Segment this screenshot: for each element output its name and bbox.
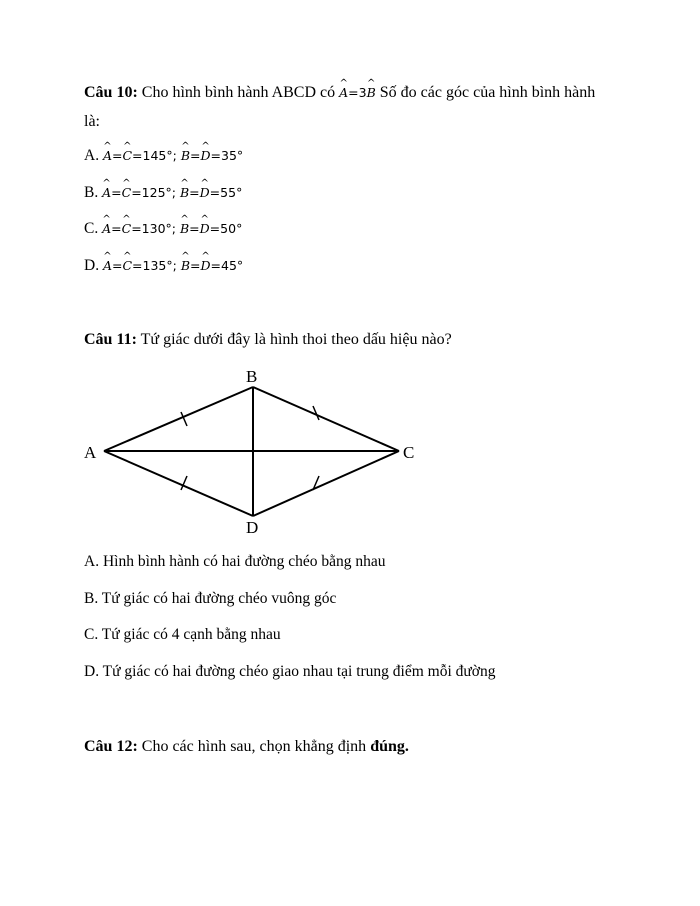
question-11-label: Câu 11: xyxy=(84,331,137,348)
angle-a-symbol: ^ A xyxy=(102,221,111,236)
question-12-label: Câu 12: xyxy=(84,738,138,755)
question-10-label: Câu 10: xyxy=(84,84,138,101)
side-cd xyxy=(253,451,399,516)
side-bc xyxy=(253,387,399,451)
option-letter: D. xyxy=(84,257,100,274)
question-11-option-d: D. Tứ giác có hai đường chéo giao nhau tại trung điểm mỗi đường xyxy=(84,663,496,680)
question-11-option-a: A. Hình bình hành có hai đường chéo bằng nhau xyxy=(84,553,386,570)
question-12-text: Cho các hình sau, chọn khẳng định xyxy=(137,738,371,755)
question-10-option: D. ^ A=^ C=135°; ^ B=^ D=45° xyxy=(84,257,243,275)
option-value-ac: 135 xyxy=(142,258,167,273)
question-11-option-b: B. Tứ giác có hai đường chéo vuông góc xyxy=(84,590,337,607)
option-value-ac: 125 xyxy=(141,185,166,200)
option-value-bd: 55 xyxy=(220,185,237,200)
angle-b-symbol: ^ B xyxy=(181,258,190,273)
question-10-text-before: Cho hình bình hành ABCD có xyxy=(137,84,340,101)
question-10-text-after: Số đo các góc của hình bình hành xyxy=(375,84,596,101)
angle-c-symbol: ^ C xyxy=(122,221,132,236)
option-letter: B. xyxy=(84,184,99,201)
question-10-continuation: là: xyxy=(84,113,100,130)
option-letter: C. xyxy=(84,220,99,237)
angle-d-symbol: ^ D xyxy=(200,221,210,236)
angle-c-symbol: ^ C xyxy=(122,148,132,163)
angle-b-symbol: ^ B xyxy=(180,221,189,236)
option-letter: A. xyxy=(84,147,100,164)
angle-c-symbol: ^ C xyxy=(122,185,132,200)
option-value-bd: 45 xyxy=(221,258,237,273)
angle-d-symbol: ^ D xyxy=(200,185,210,200)
angle-a-symbol: ^ A xyxy=(102,185,111,200)
question-10-option: C. ^ A=^ C=130°; ^ B=^ D=50° xyxy=(84,220,242,238)
side-da xyxy=(104,451,253,516)
angle-b-symbol: ^ B xyxy=(181,148,190,163)
question-12 xyxy=(84,738,409,756)
question-11-text: Tứ giác dưới đây là hình thoi theo dấu hiệu nào? xyxy=(136,331,452,348)
vertex-label-a: A xyxy=(84,443,97,462)
angle-d-symbol: ^ D xyxy=(201,258,211,273)
tick-mark-ab xyxy=(181,412,187,426)
angle-c-symbol: ^ C xyxy=(122,258,132,273)
option-value-ac: 130 xyxy=(141,221,166,236)
angle-a-symbol: ^ A xyxy=(103,148,112,163)
angle-b-symbol: ^ B xyxy=(180,185,189,200)
vertex-label-b: B xyxy=(246,367,258,386)
angle-a-symbol: ^ A xyxy=(339,85,348,100)
question-11-option-c: C. Tứ giác có 4 cạnh bằng nhau xyxy=(84,626,281,643)
condition-multiplier: =3 xyxy=(348,85,367,100)
angle-b-symbol: ^ B xyxy=(367,85,376,100)
side-ab xyxy=(104,387,253,451)
option-value-bd: 35 xyxy=(221,148,237,163)
option-value-bd: 50 xyxy=(220,221,237,236)
vertex-label-d: D xyxy=(246,518,259,537)
question-10-option: B. ^ A=^ C=125°; ^ B=^ D=55° xyxy=(84,184,242,202)
question-10-option: A. ^ A=^ C=145°; ^ B=^ D=35° xyxy=(84,147,243,165)
angle-a-symbol: ^ A xyxy=(103,258,112,273)
option-value-ac: 145 xyxy=(142,148,167,163)
angle-d-symbol: ^ D xyxy=(201,148,211,163)
vertex-label-c: C xyxy=(403,443,415,462)
question-12-bold-word: đúng. xyxy=(370,738,409,755)
